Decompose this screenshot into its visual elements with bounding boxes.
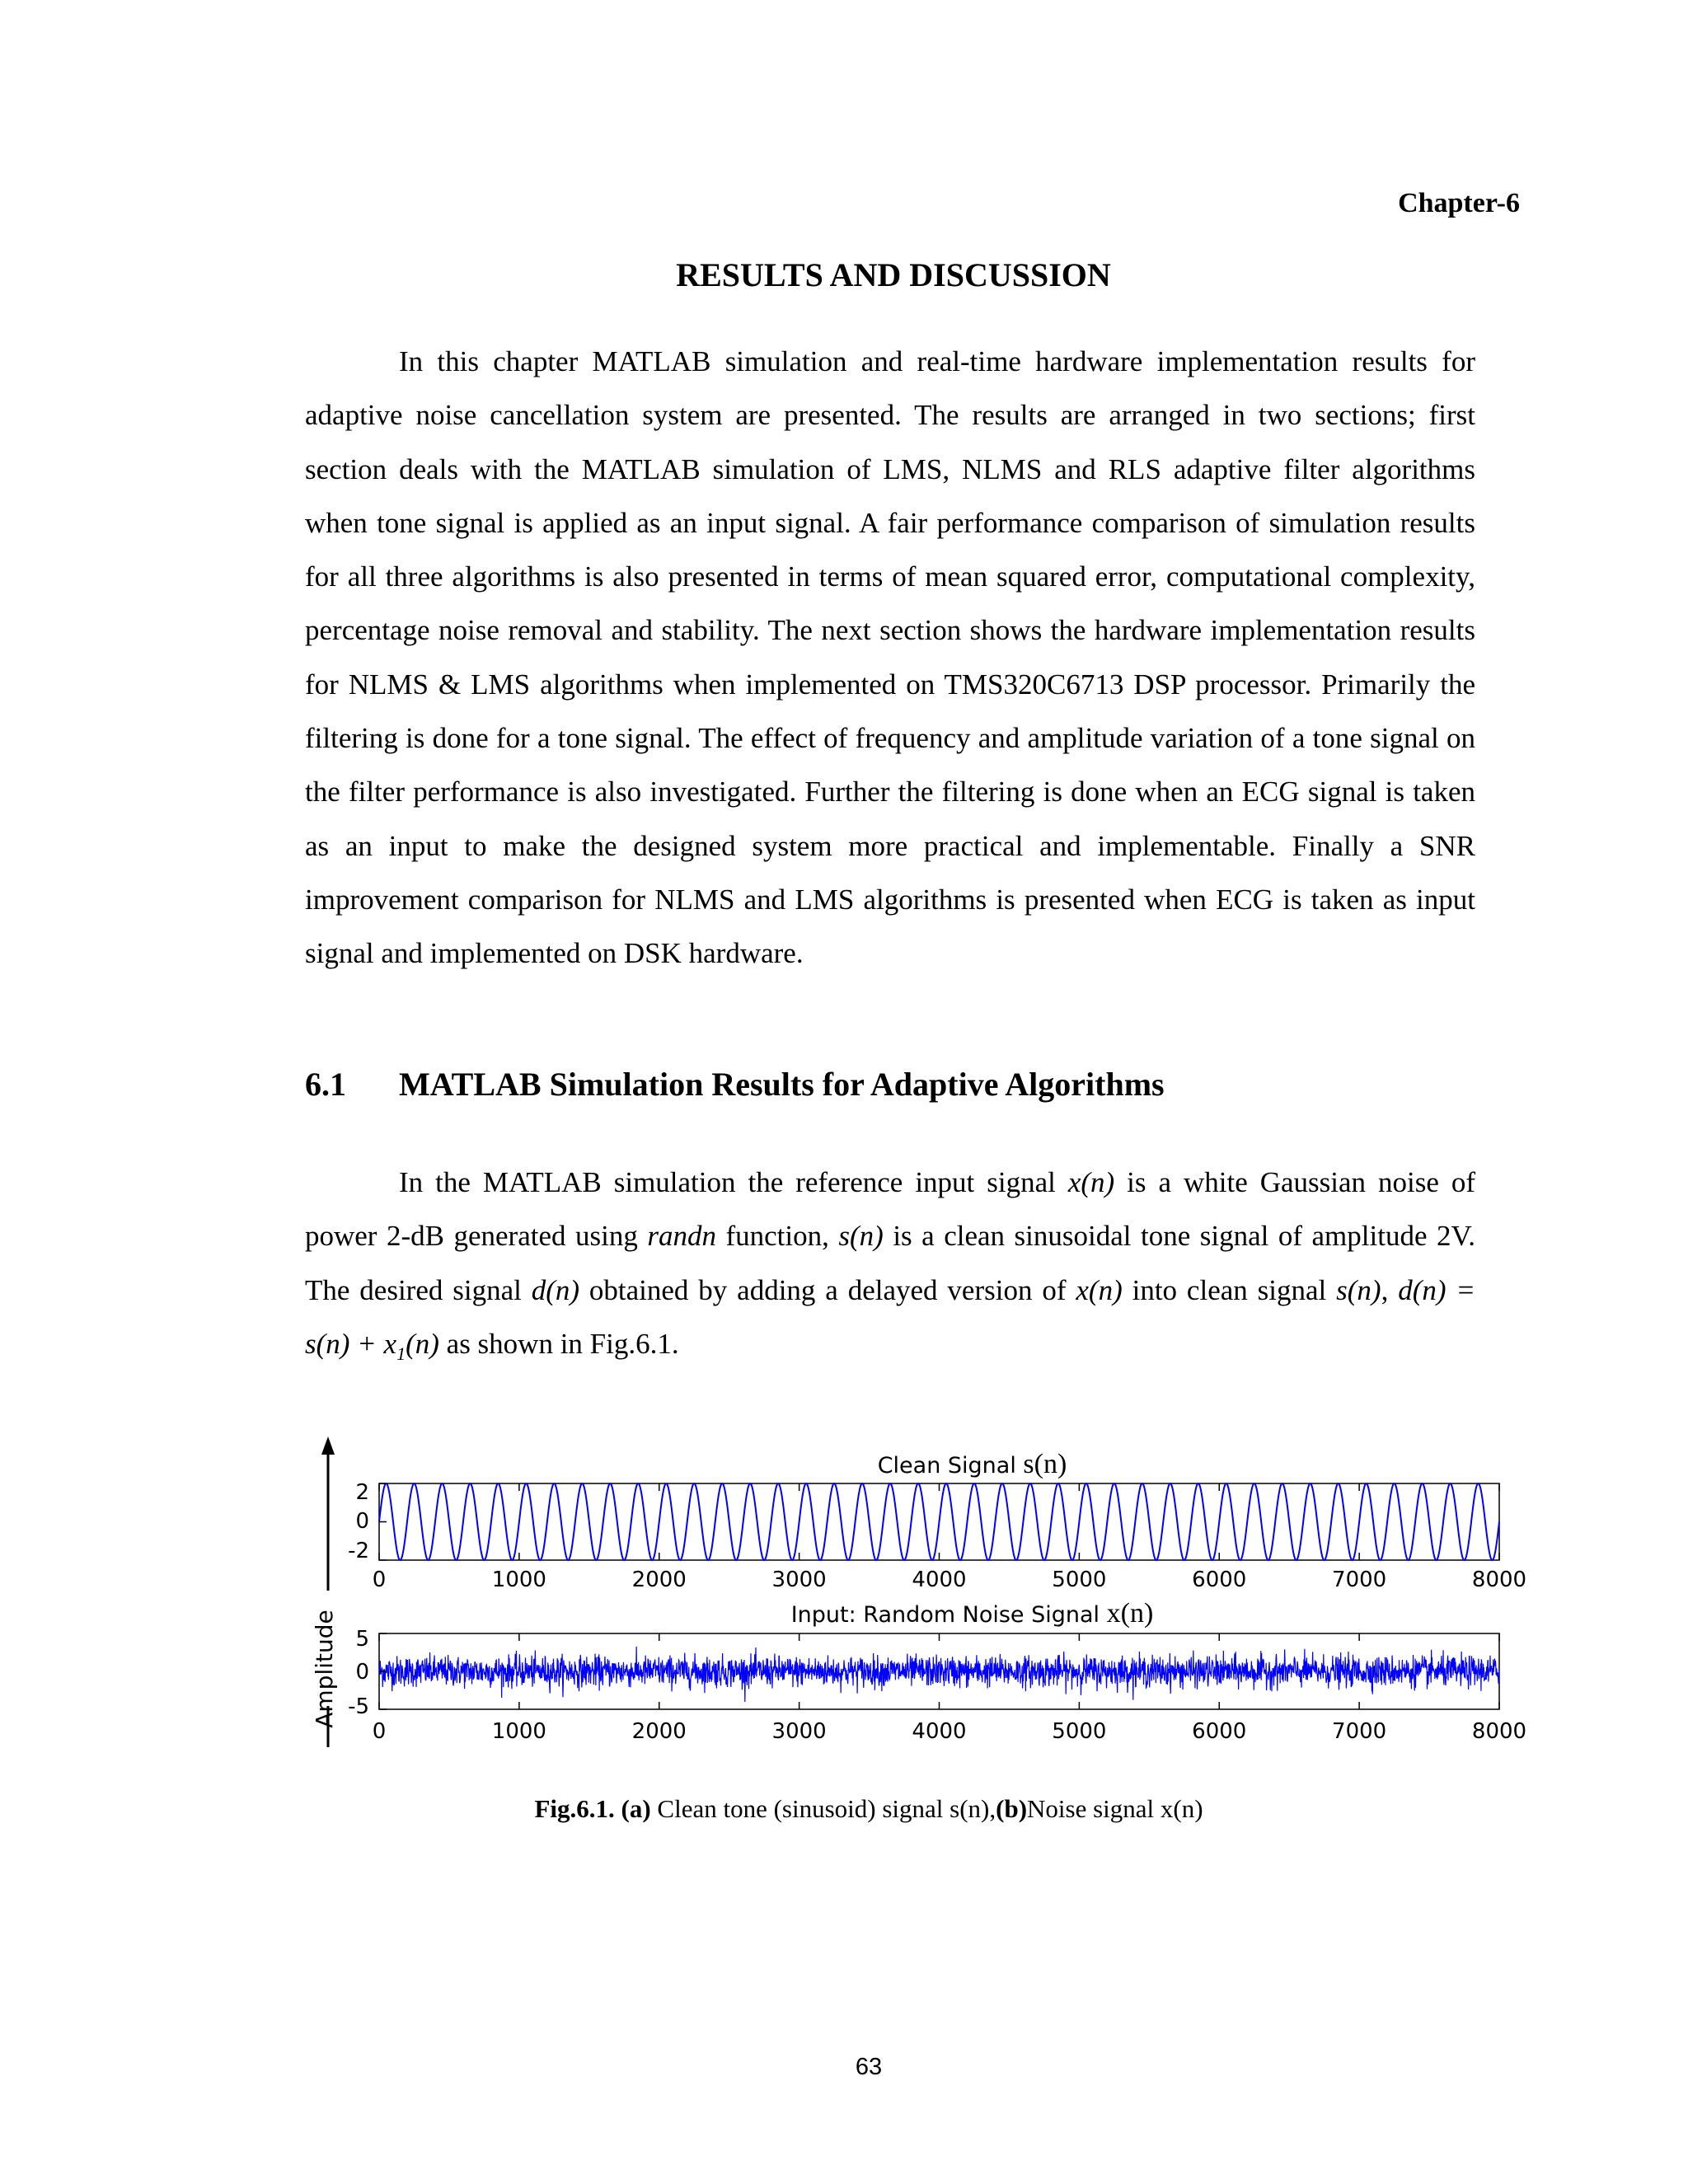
x-tick-label: 6000: [1192, 1568, 1247, 1592]
figure-canvas: [305, 1430, 1541, 1760]
text-run: obtained by adding a delayed version of: [579, 1273, 1076, 1306]
x-tick-label: 2000: [631, 1719, 687, 1744]
symbol-d: d(n): [531, 1273, 580, 1306]
x-tick-label: 7000: [1332, 1719, 1387, 1744]
text-run: function,: [715, 1220, 839, 1253]
text-run: ,: [1381, 1273, 1399, 1306]
x-tick-label: 1000: [491, 1568, 546, 1592]
x-tick-label: 8000: [1471, 1719, 1527, 1744]
x-tick-label: 1000: [491, 1719, 546, 1744]
x-tick-label: 4000: [912, 1568, 967, 1592]
text-run: is a clean sinusoidal tone signal of amplitude 2V. The desired signal: [305, 1220, 1475, 1306]
plot-frame: [379, 1633, 1499, 1709]
x-tick-label: 3000: [771, 1719, 827, 1744]
figure-caption: [0, 1794, 1688, 1824]
equation: $d(n) = s(n) + x_1(n)$: [305, 1273, 1475, 1364]
chart-noise-signal: [348, 1598, 1526, 1744]
function-randn: randn: [647, 1220, 716, 1253]
x-tick-label: 0: [372, 1568, 387, 1592]
page-title: RESULTS AND DISCUSSION: [676, 256, 1111, 293]
y-axis-arrowhead: [321, 1436, 335, 1455]
chart-clean-signal: [348, 1449, 1526, 1592]
x-tick-label: 5000: [1052, 1568, 1107, 1592]
text-run: as shown in Fig.6.1.: [438, 1327, 679, 1360]
chapter-label: Chapter-6: [1398, 188, 1520, 218]
symbol-s: s(n): [1336, 1273, 1381, 1306]
text-run: In the MATLAB simulation the reference input signal: [399, 1166, 1068, 1198]
chart-title: [791, 1598, 1154, 1629]
page-number: 63: [855, 2054, 883, 2080]
section-number: 6.1: [305, 1066, 346, 1103]
intro-text: In this chapter MATLAB simulation and real-time hardware implementation results for adaptive noise cancellation system are presented. The results are arranged in two sections; first section deals with the MATLAB simulation of LMS, NLMS and RLS adaptive filter algorithms when tone signal is applied as an input signal. A fair performance comparison of simulation results for all three algorithms is also presented in terms of mean squared error, computational complexity, percentage noise removal and stability. The next section shows the hardware implementation results for NLMS & LMS algorithms when implemented on TMS320C6713 DSP processor. Primarily the filtering is done for a tone signal. The effect of frequency and amplitude variation of a tone signal on the filter performance is also investigated. Further the filtering is done when an ECG signal is taken as an input to make the designed system more practical and implementable. Finally a SNR improvement comparison for NLMS and LMS algorithms is presented when ECG is taken as input signal and implemented on DSK hardware.: [305, 345, 1475, 970]
y-tick-label: -2: [348, 1539, 369, 1563]
y-tick-label: 0: [355, 1509, 369, 1534]
caption-b-label: (b): [996, 1794, 1028, 1823]
chart-title-symbol: x(n): [1106, 1598, 1154, 1629]
x-tick-label: 8000: [1471, 1568, 1527, 1592]
y-axis-label: Amplitude: [311, 1610, 338, 1728]
x-tick-label: 4000: [912, 1719, 967, 1744]
y-tick-label: 2: [355, 1480, 369, 1505]
section-title: MATLAB Simulation Results for Adaptive Algorithms: [399, 1066, 1165, 1103]
x-tick-label: 5000: [1052, 1719, 1107, 1744]
x-tick-label: 2000: [631, 1568, 687, 1592]
section-paragraph: [305, 1155, 1475, 1380]
caption-a-label: (a): [621, 1794, 651, 1823]
y-tick-label: 5: [355, 1627, 369, 1652]
chart-title-text: Clean Signal: [877, 1453, 1024, 1479]
caption-a-text: Clean tone (sinusoid) signal s(n),: [650, 1794, 996, 1823]
symbol-x: x(n): [1076, 1273, 1123, 1306]
x-tick-label: 0: [372, 1719, 387, 1744]
section-heading: [305, 1065, 1165, 1104]
chart-title: [878, 1449, 1067, 1479]
caption-b-text: Noise signal x(n): [1027, 1794, 1203, 1823]
intro-paragraph: [305, 335, 1475, 981]
x-tick-label: 7000: [1332, 1568, 1387, 1592]
x-tick-label: 3000: [771, 1568, 827, 1592]
caption-figlabel: Fig.6.1.: [534, 1794, 615, 1823]
symbol-s: s(n): [838, 1220, 884, 1253]
y-tick-label: 0: [355, 1660, 369, 1685]
text-run: into clean signal: [1122, 1273, 1337, 1306]
text-run: is a white Gaussian noise of power 2-dB generated using: [305, 1166, 1476, 1253]
figure-6-1: [305, 1430, 1541, 1764]
chart-title-symbol: s(n): [1023, 1449, 1067, 1479]
chart-title-text: Input: Random Noise Signal: [790, 1602, 1107, 1628]
x-tick-label: 6000: [1192, 1719, 1247, 1744]
y-tick-label: -5: [348, 1694, 369, 1719]
symbol-x: x(n): [1067, 1166, 1115, 1198]
